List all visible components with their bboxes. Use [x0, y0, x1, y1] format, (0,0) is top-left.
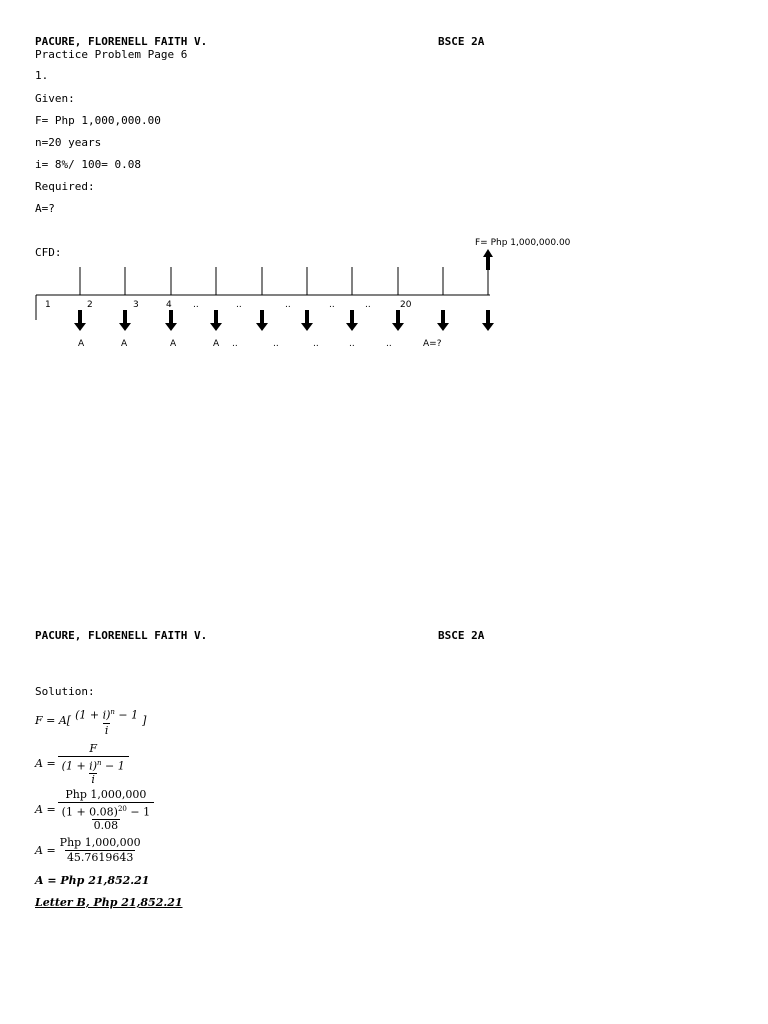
equation-future-value: F = A[ $\frac{(1 + i)^n - 1}{i}$ ] — [35, 708, 147, 737]
period-label: 2 — [87, 300, 93, 310]
period-labels — [45, 300, 412, 310]
cash-flow-diagram — [0, 230, 600, 355]
annuity-arrow — [482, 310, 494, 331]
period-label: .. — [236, 300, 242, 310]
final-answer: Letter B, Php 21,852.21 — [35, 896, 183, 909]
arrow-label: .. — [386, 339, 392, 349]
arrow-label: A=? — [423, 339, 442, 349]
future-value-label: F= Php 1,000,000.00 — [475, 238, 571, 248]
equation-annuity-formula: A = $\frac{F}{\frac{(1 + i)^n - 1}{i}}$ — [35, 742, 131, 786]
arrow-label: A — [121, 339, 128, 349]
solution-label: Solution: — [35, 685, 95, 698]
annuity-arrow — [119, 310, 131, 331]
annuity-arrow — [301, 310, 313, 331]
required-label: Required: — [35, 180, 95, 193]
section-label-2: BSCE 2A — [438, 629, 485, 642]
arrow-labels — [78, 339, 442, 349]
equation-substitution: A = $\frac{\text{Php 1,000,000}}{\frac{(1 + 0.08)^{20} - 1}{0.08}}$ — [35, 788, 156, 832]
annuity-arrow — [74, 310, 86, 331]
required-annuity: A=? — [35, 202, 55, 215]
period-label: .. — [193, 300, 199, 310]
annuity-arrow — [256, 310, 268, 331]
result-value: A = Php 21,852.21 — [35, 874, 150, 887]
arrow-label: .. — [232, 339, 238, 349]
equation-simplified: A = $\frac{\text{Php 1,000,000}}{45.7619643}$ — [35, 836, 141, 864]
arrow-label: .. — [313, 339, 319, 349]
arrow-label: .. — [349, 339, 355, 349]
period-label: .. — [365, 300, 371, 310]
arrow-label: .. — [273, 339, 279, 349]
annuity-arrow — [210, 310, 222, 331]
period-label: 20 — [400, 300, 412, 310]
problem-number: 1. — [35, 69, 49, 82]
arrow-label: A — [170, 339, 177, 349]
period-label: 1 — [45, 300, 51, 310]
arrow-label: A — [78, 339, 85, 349]
section-label: BSCE 2A — [438, 35, 485, 48]
given-future-value: F= Php 1,000,000.00 — [35, 114, 161, 127]
period-label: 4 — [166, 300, 172, 310]
timeline-ticks — [80, 267, 488, 295]
given-periods: n=20 years — [35, 136, 102, 149]
cfd-label: CFD: — [35, 246, 62, 259]
given-interest: i= 8%/ 100= 0.08 — [35, 158, 141, 171]
future-value-arrow — [483, 249, 493, 270]
period-label: .. — [285, 300, 291, 310]
student-name-2: PACURE, FLORENELL FAITH V. — [35, 629, 208, 642]
annuity-arrow — [437, 310, 449, 331]
student-name: PACURE, FLORENELL FAITH V. — [35, 35, 208, 48]
period-label: .. — [329, 300, 335, 310]
given-label: Given: — [35, 92, 75, 105]
annuity-arrow — [165, 310, 177, 331]
subtitle: Practice Problem Page 6 — [35, 48, 188, 61]
annuity-arrows — [74, 310, 494, 331]
period-label: 3 — [133, 300, 139, 310]
annuity-arrow — [346, 310, 358, 331]
annuity-arrow — [392, 310, 404, 331]
arrow-label: A — [213, 339, 220, 349]
